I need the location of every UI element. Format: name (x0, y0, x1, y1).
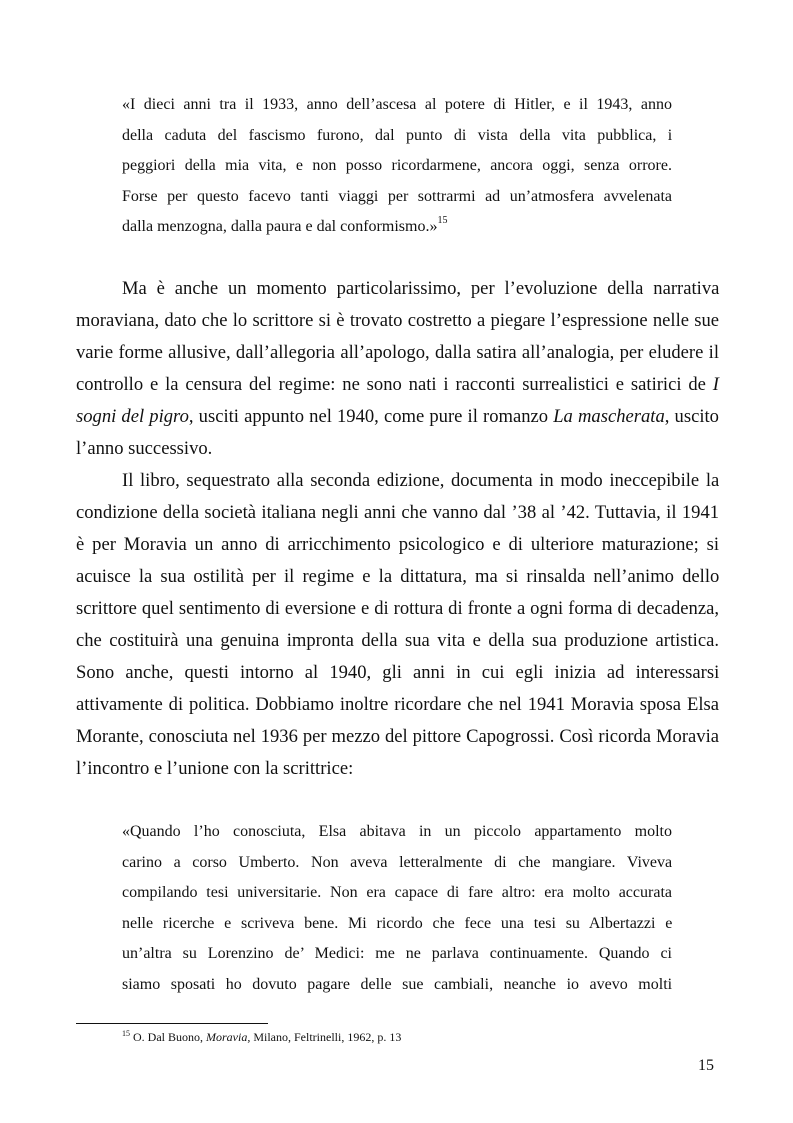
paragraph-line: che costituirà una genuina impronta della sua vita e della sua produzione artistica. (76, 630, 719, 651)
book-title-italic: I (712, 374, 719, 395)
paragraph-line-text: Il libro, sequestrato alla seconda edizione, documenta in modo ineccepibile la (122, 470, 720, 491)
quote-line: Forse per questo facevo tanti viaggi per sottrarmi ad un’atmosfera avvelenata (122, 187, 672, 205)
paragraph-line: moraviana, dato che lo scrittore si è trovato costretto a piegare l’espressione nelle sue (76, 310, 720, 331)
paragraph-line (76, 369, 719, 401)
paragraph-line: condizione della società italiana negli anni che vanno dal ’38 al ’42. Tuttavia, il 1941 (76, 502, 720, 523)
footnote-number: 15 (122, 1029, 130, 1038)
paragraph-line (76, 401, 719, 433)
paragraph-line: attivamente di politica. Dobbiamo inoltre ricordare che nel 1941 Moravia sposa Elsa (76, 694, 719, 715)
paragraph-line: è per Moravia un anno di arricchimento psicologico e di ulteriore maturazione; si (76, 534, 720, 555)
paragraph-line: varie forme allusive, dall’allegoria all’apologo, dalla satira all’analogia, per eludere il (76, 342, 719, 363)
paragraph-line: l’incontro e l’unione con la scrittrice: (76, 758, 354, 779)
quote-line: «I dieci anni tra il 1933, anno dell’ascesa al potere di Hitler, e il 1943, anno (122, 96, 672, 113)
footnote-text: O. Dal Buono, (130, 1030, 206, 1044)
footnote-reference[interactable]: 15 (437, 215, 448, 226)
paragraph-line-text: controllo e la censura del regime: ne sono nati i racconti surrealistici e satirici de (76, 374, 713, 395)
paragraph-narrativa-moraviana (76, 273, 719, 465)
paragraph-line-text: , usciti appunto nel 1940, come pure il romanzo (188, 406, 554, 427)
paragraph-line: l’anno successivo. (76, 438, 213, 459)
quote-line: «Quando l’ho conosciuta, Elsa abitava in un piccolo appartamento molto (122, 823, 672, 840)
quote-line: siamo sposati ho dovuto pagare delle sue cambiali, neanche io avevo molti (122, 975, 673, 993)
quote-line: della caduta del fascismo furono, dal punto di vista della vita pubblica, i (122, 126, 673, 144)
paragraph-line-text: , uscito (664, 406, 719, 427)
book-title-italic: La mascherata (553, 406, 665, 427)
paragraph-line: scrittore quel sentimento di eversione e di rottura di fronte a ogni forma di decadenza, (76, 598, 719, 619)
block-quote-hitler-years (122, 90, 672, 243)
quote-line: peggiori della mia vita, e non posso ricordarmene, ancora oggi, senza orrore. (122, 157, 672, 174)
paragraph-line (76, 273, 719, 305)
block-quote-elsa-morante (122, 817, 672, 1000)
quote-line (122, 212, 672, 243)
paragraph-line: acuisce la sua ostilità per il regime e la dittatura, ma si rinsalda nell’animo dello (76, 566, 720, 587)
footnote (122, 1029, 401, 1045)
page-number: 15 (698, 1057, 714, 1074)
paragraph-line (76, 465, 719, 497)
paragraph-line-text: Ma è anche un momento particolarissimo, per l’evoluzione della narrativa (122, 278, 720, 299)
footnote-text: Milano, Feltrinelli, 1962, p. 13 (250, 1030, 402, 1044)
quote-line: compilando tesi universitarie. Non era capace di fare altro: era molto accurata (122, 884, 672, 901)
paragraph-line: Morante, conosciuta nel 1936 per mezzo del pittore Capogrossi. Così ricorda Moravia (76, 726, 719, 747)
quote-line: un’altra su Lorenzino de’ Medici: me ne parlava continuamente. Quando ci (122, 945, 672, 962)
paragraph-libro-sequestrato (76, 465, 719, 785)
footnote-divider (76, 1023, 268, 1024)
book-title-italic: sogni del pigro (76, 406, 189, 427)
quote-line: nelle ricerche e scriveva bene. Mi ricordo che fece una tesi su Albertazzi e (122, 914, 673, 932)
footnote-title-italic: Moravia, (206, 1030, 251, 1044)
quote-line-text: dalla menzogna, dalla paura e dal conformismo.» (122, 218, 438, 235)
paragraph-line: Sono anche, questi intorno al 1940, gli anni in cui egli inizia ad interessarsi (76, 662, 720, 683)
quote-line: carino a corso Umberto. Non aveva letteralmente di che mangiare. Viveva (122, 853, 673, 871)
